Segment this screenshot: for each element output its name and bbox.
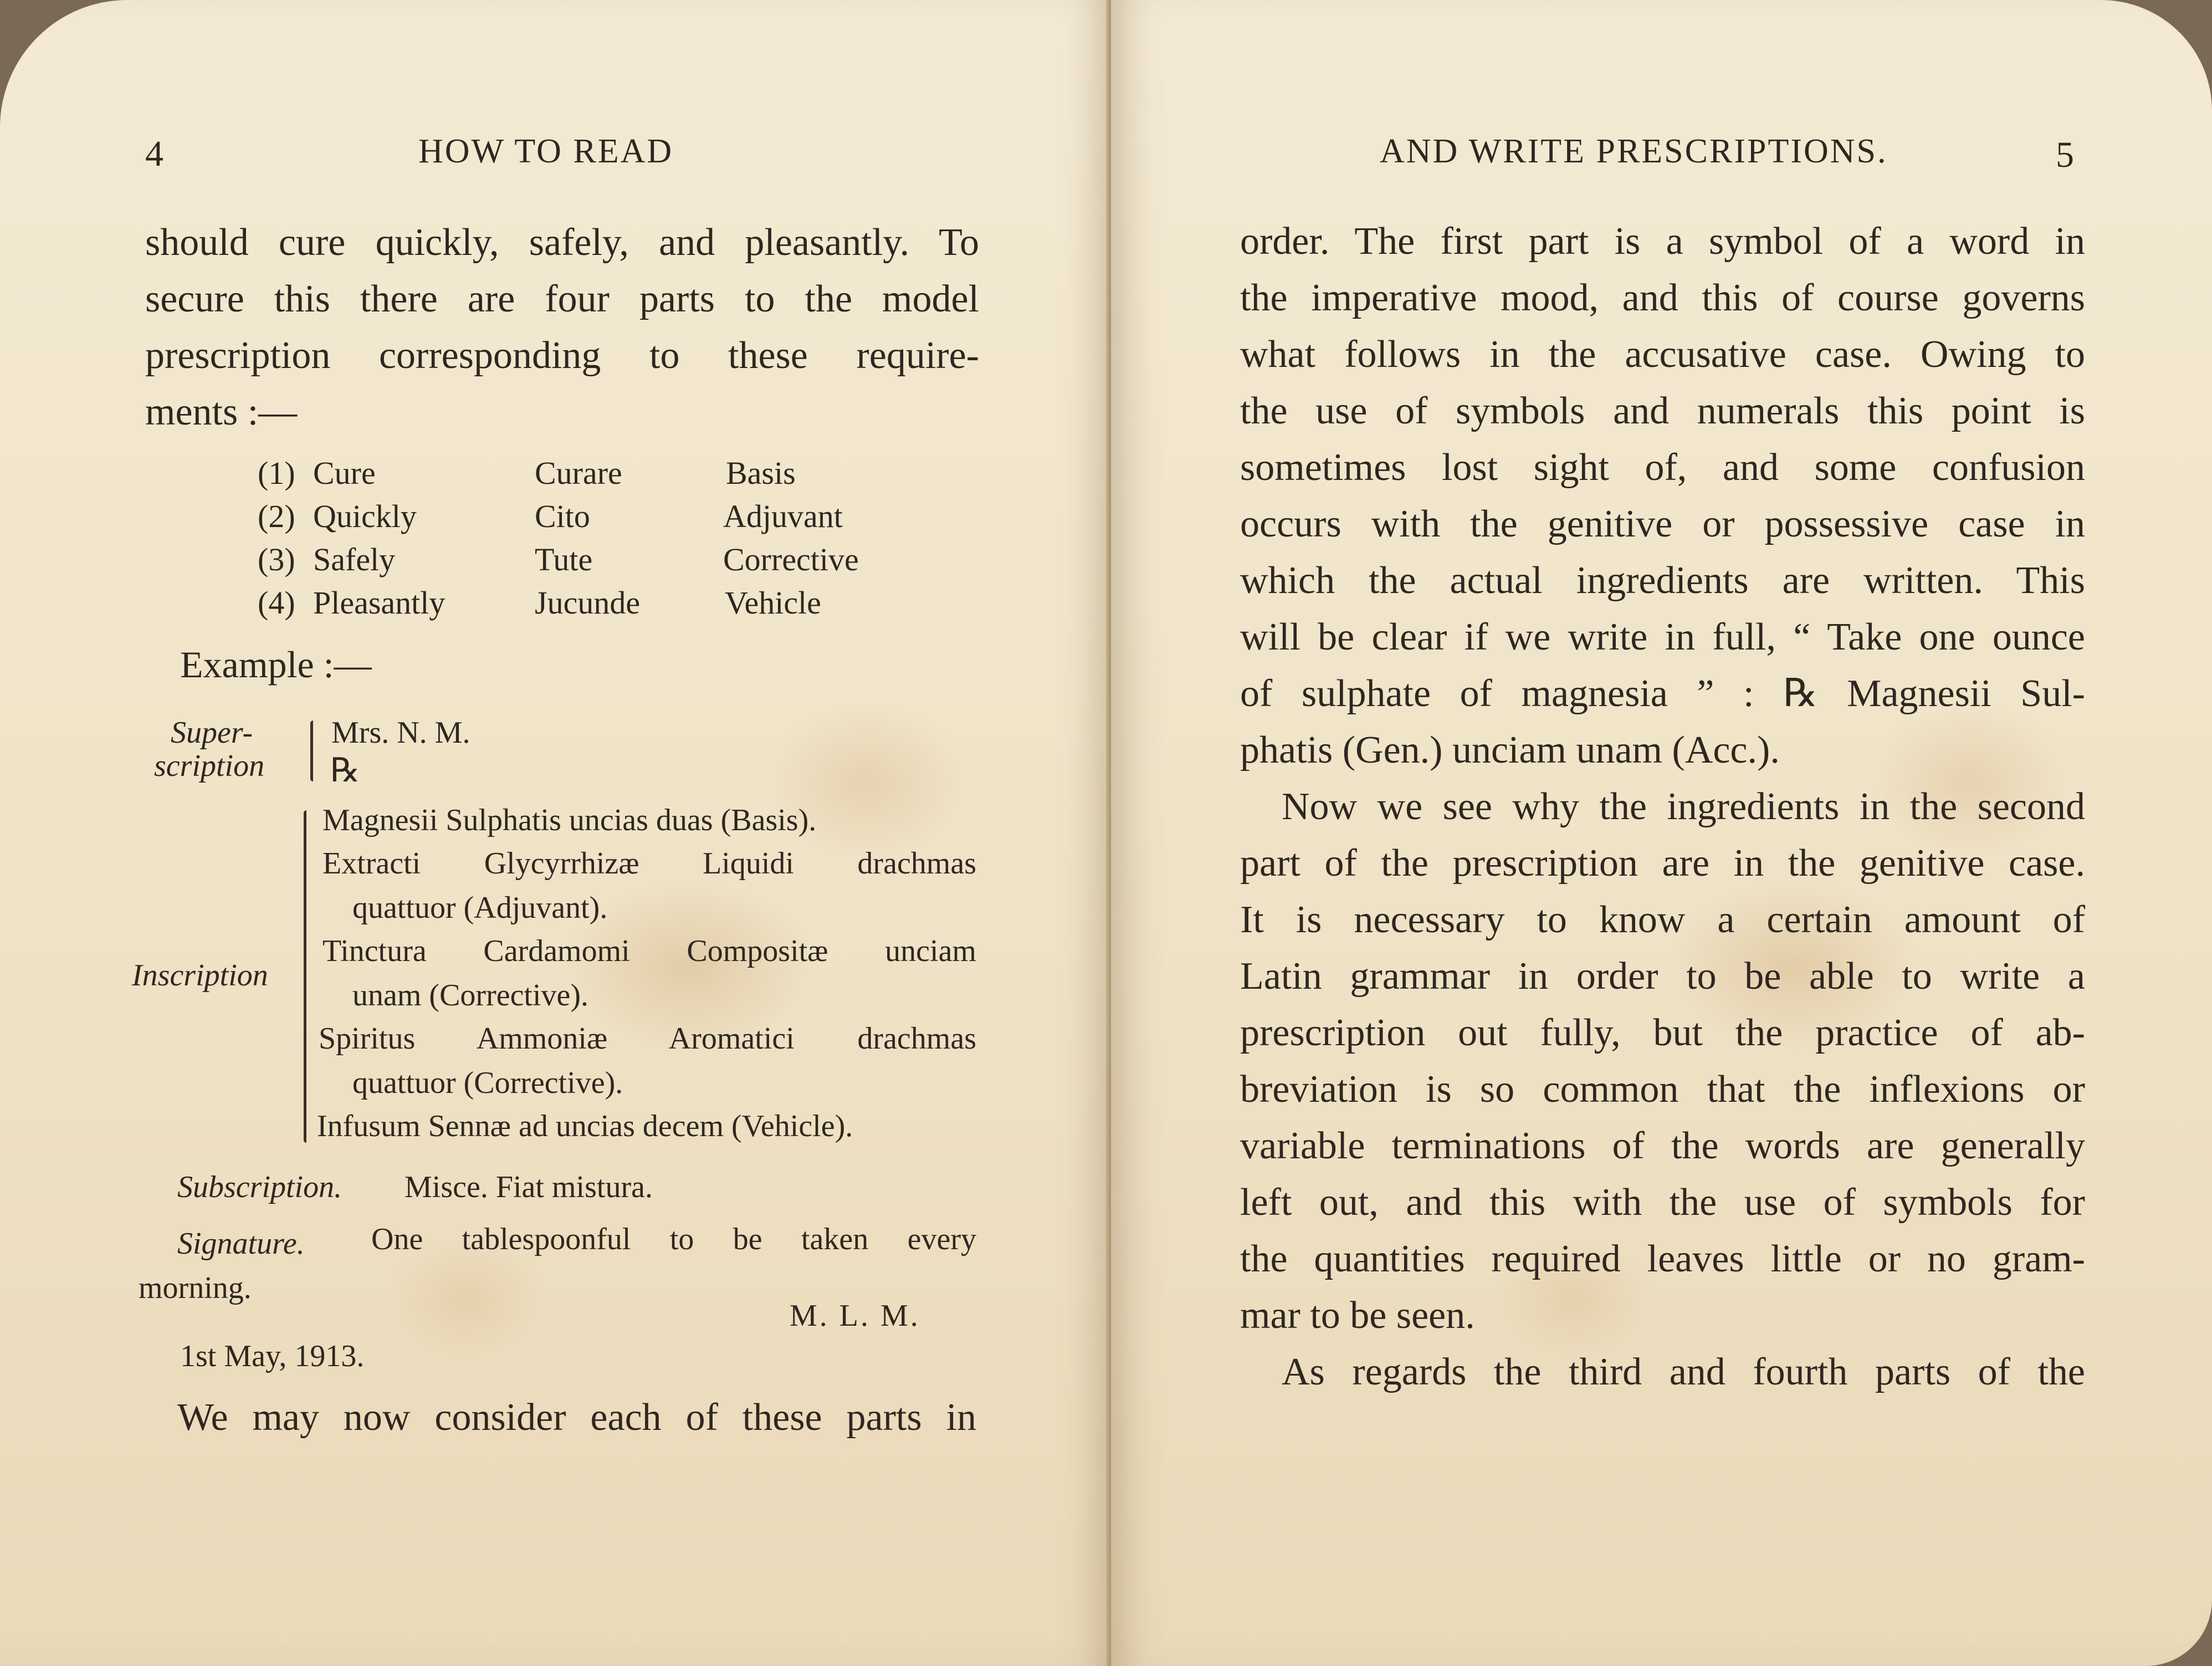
inscription-line: unam (Corrective). — [352, 978, 589, 1013]
left-closing-line: We may now consider each of these parts in — [177, 1396, 976, 1439]
left-running-head: HOW TO READ — [418, 132, 674, 170]
inscription-line: Spiritus Ammoniæ Aromatici drachmas — [319, 1021, 976, 1056]
right-body-line: breviation is so common that the inflexions or — [1240, 1068, 2085, 1111]
right-body-line: left out, and this with the use of symbols for — [1240, 1181, 2085, 1224]
signature-text: One tablespoonful to be taken every — [371, 1222, 976, 1256]
inscription-line: Infusum Sennæ ad uncias decem (Vehicle). — [317, 1109, 853, 1143]
requirement-number: (4) — [258, 585, 295, 621]
left-intro-line: prescription corresponding to these require- — [145, 334, 979, 377]
right-body-line: mar to be seen. — [1240, 1294, 1475, 1337]
right-body-line: It is necessary to know a certain amount of — [1240, 898, 2085, 941]
right-page — [1111, 0, 2212, 1666]
left-intro-line: secure this there are four parts to the model — [145, 278, 979, 320]
requirement-latin: Curare — [535, 455, 622, 491]
inscription-line: quattuor (Corrective). — [352, 1066, 623, 1100]
inscription-line: quattuor (Adjuvant). — [352, 891, 608, 925]
requirement-latin: Jucunde — [535, 585, 641, 621]
right-body-line: what follows in the accusative case. Owing to — [1240, 333, 2085, 376]
right-body-line: the imperative mood, and this of course governs — [1240, 277, 2085, 319]
left-intro-line: ments :— — [145, 391, 298, 433]
right-body-line: which the actual ingredients are written. This — [1240, 559, 2085, 602]
signature-text-continued: morning. — [139, 1271, 252, 1305]
requirement-number: (3) — [258, 541, 295, 578]
right-body-line: prescription out fully, but the practice of ab- — [1240, 1011, 2085, 1054]
requirement-number: (2) — [258, 498, 295, 534]
requirement-part: Basis — [726, 455, 796, 491]
superscription-label: scription — [154, 749, 265, 783]
right-body-line: order. The first part is a symbol of a word in — [1240, 220, 2085, 263]
patient-name: Mrs. N. M. — [331, 716, 470, 750]
subscription-text: Misce. Fiat mistura. — [404, 1170, 653, 1204]
left-page-number: 4 — [145, 134, 163, 174]
requirement-english: Safely — [313, 541, 396, 578]
inscription-label: Inscription — [132, 958, 268, 993]
inscription-line: Tinctura Cardamomi Compositæ unciam — [322, 934, 976, 968]
right-page-number: 5 — [2056, 135, 2074, 175]
right-running-head: AND WRITE PRESCRIPTIONS. — [1380, 132, 1888, 170]
requirement-part: Vehicle — [725, 585, 821, 621]
inscription-line: Extracti Glycyrrhizæ Liquidi drachmas — [322, 846, 976, 881]
left-intro-line: should cure quickly, safely, and pleasantly. To — [145, 221, 979, 264]
right-body-line: part of the prescription are in the genitive case. — [1240, 842, 2085, 885]
right-body-line: the quantities required leaves little or no gram- — [1240, 1238, 2085, 1280]
requirement-part: Adjuvant — [723, 498, 843, 534]
prescription-date: 1st May, 1913. — [180, 1339, 365, 1373]
requirement-english: Quickly — [313, 498, 417, 534]
signature-label: Signature. — [177, 1226, 305, 1261]
right-body-line: Now we see why the ingredients in the second — [1282, 785, 2085, 828]
requirement-number: (1) — [258, 455, 295, 491]
right-body-line: Latin grammar in order to be able to write a — [1240, 955, 2085, 998]
example-label: Example :— — [180, 643, 372, 686]
right-body-line: will be clear if we write in full, “ Take one ounce — [1240, 616, 2085, 658]
right-body-line: the use of symbols and numerals this point is — [1240, 390, 2085, 432]
inscription-brace — [304, 810, 306, 1143]
superscription-label: Super- — [171, 716, 253, 750]
requirement-latin: Tute — [535, 541, 593, 578]
requirement-part: Corrective — [723, 541, 859, 578]
right-body-line: occurs with the genitive or possessive case in — [1240, 503, 2085, 545]
right-body-line: variable terminations of the words are generally — [1240, 1125, 2085, 1167]
subscription-label: Subscription. — [177, 1170, 342, 1204]
requirement-english: Cure — [313, 455, 376, 491]
requirement-latin: Cito — [535, 498, 590, 534]
superscription-brace — [310, 720, 313, 781]
right-body-line: phatis (Gen.) unciam unam (Acc.). — [1240, 729, 1780, 771]
right-body-line: As regards the third and fourth parts of the — [1282, 1351, 2085, 1393]
prescriber-initials: M. L. M. — [790, 1299, 920, 1333]
rx-symbol-icon: ℞ — [330, 752, 360, 789]
right-body-line: of sulphate of magnesia ” : ℞ Magnesii Sul- — [1240, 672, 2085, 715]
inscription-line: Magnesii Sulphatis uncias duas (Basis). — [322, 803, 817, 837]
right-body-line: sometimes lost sight of, and some confusion — [1240, 446, 2085, 489]
requirement-english: Pleasantly — [313, 585, 446, 621]
